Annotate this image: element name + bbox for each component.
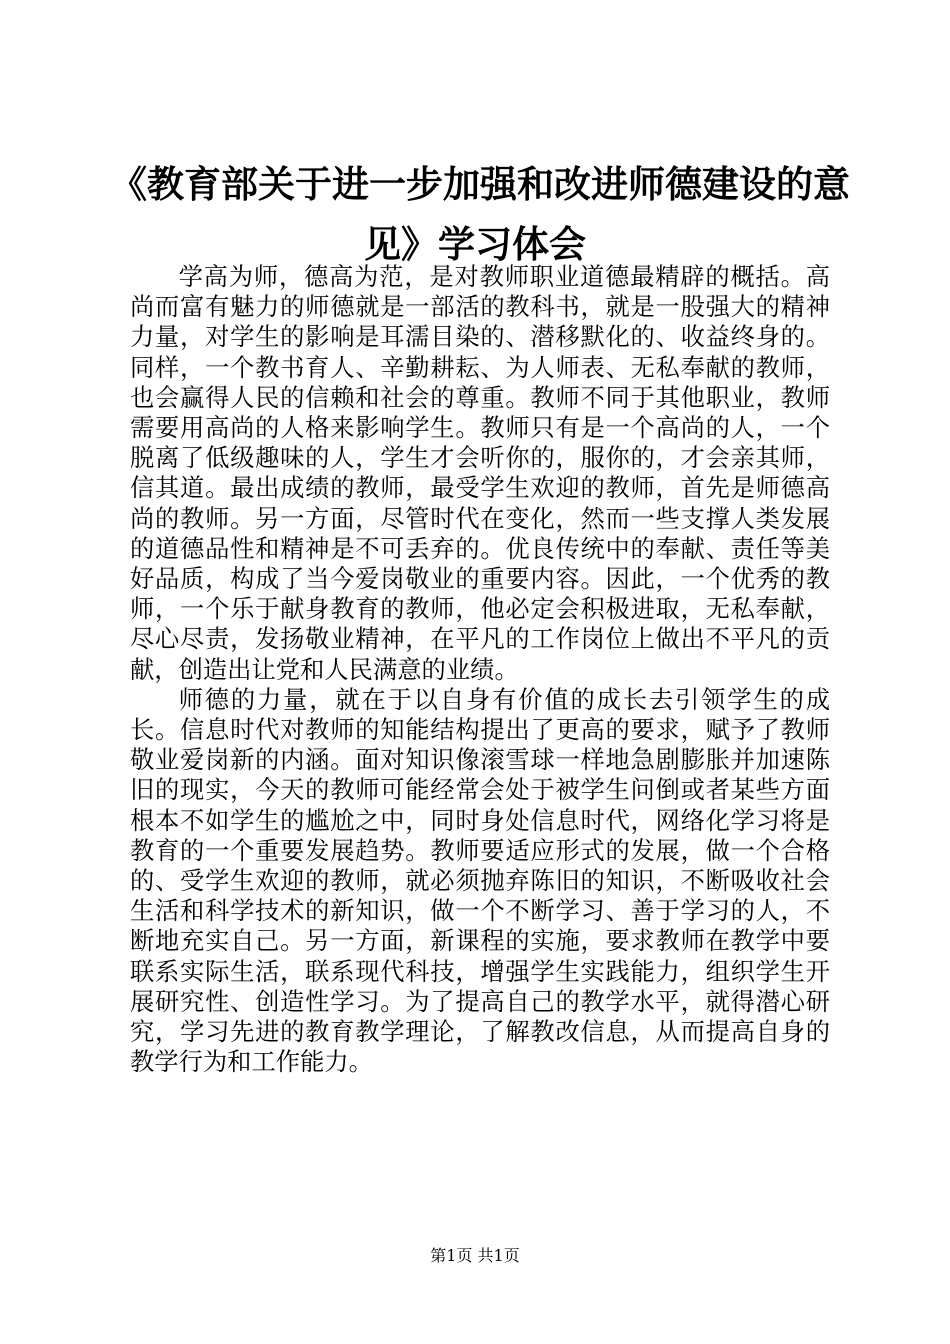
page-footer: 第1页 共1页 — [430, 1246, 520, 1265]
document-body — [130, 262, 830, 1077]
body-paragraph-2: 师德的力量，就在于以自身有价值的成长去引领学生的成长。信息时代对教师的知能结构提出了更高的要求，赋予了教师敬业爱岗新的内涵。面对知识像滚雪球一样地急剧膨胀并加速陈旧的现实，今天的教师可能经常会处于被学生问倒或者某些方面根本不如学生的尴尬之中，同时身处信息时代，网络化学习将是教育的一个重要发展趋势。教师要适应形式的发展，做一个合格的、受学生欢迎的教师，就必须抛弃陈旧的知识，不断吸收社会生活和科学技术的新知识，做一个不断学习、善于学习的人，不断地充实自己。另一方面，新课程的实施，要求教师在教学中要联系实际生活，联系现代科技，增强学生实践能力，组织学生开展研究性、创造性学习。为了提高自己的教学水平，就得潜心研究，学习先进的教育教学理论，了解教改信息，从而提高自身的教学行为和工作能力。 — [130, 684, 830, 1077]
body-paragraph-1: 学高为师，德高为范，是对教师职业道德最精辟的概括。高尚而富有魅力的师德就是一部活的教科书，就是一股强大的精神力量，对学生的影响是耳濡目染的、潜移默化的、收益终身的。同样，一个教书育人、辛勤耕耘、为人师表、无私奉献的教师，也会赢得人民的信赖和社会的尊重。教师不同于其他职业，教师需要用高尚的人格来影响学生。教师只有是一个高尚的人，一个脱离了低级趣味的人，学生才会听你的，服你的，才会亲其师，信其道。最出成绩的教师，最受学生欢迎的教师，首先是师德高尚的教师。另一方面，尽管时代在变化，然而一些支撑人类发展的道德品性和精神是不可丢弃的。优良传统中的奉献、责任等美好品质，构成了当今爱岗敬业的重要内容。因此，一个优秀的教师，一个乐于献身教育的教师，他必定会积极进取，无私奉献，尽心尽责，发扬敬业精神，在平凡的工作岗位上做出不平凡的贡献，创造出让党和人民满意的业绩。 — [130, 262, 830, 684]
document-title-line-2: 见》学习体会 — [364, 222, 586, 266]
document-title-line-1: 《教育部关于进一步加强和改进师德建设的意 — [110, 162, 850, 206]
